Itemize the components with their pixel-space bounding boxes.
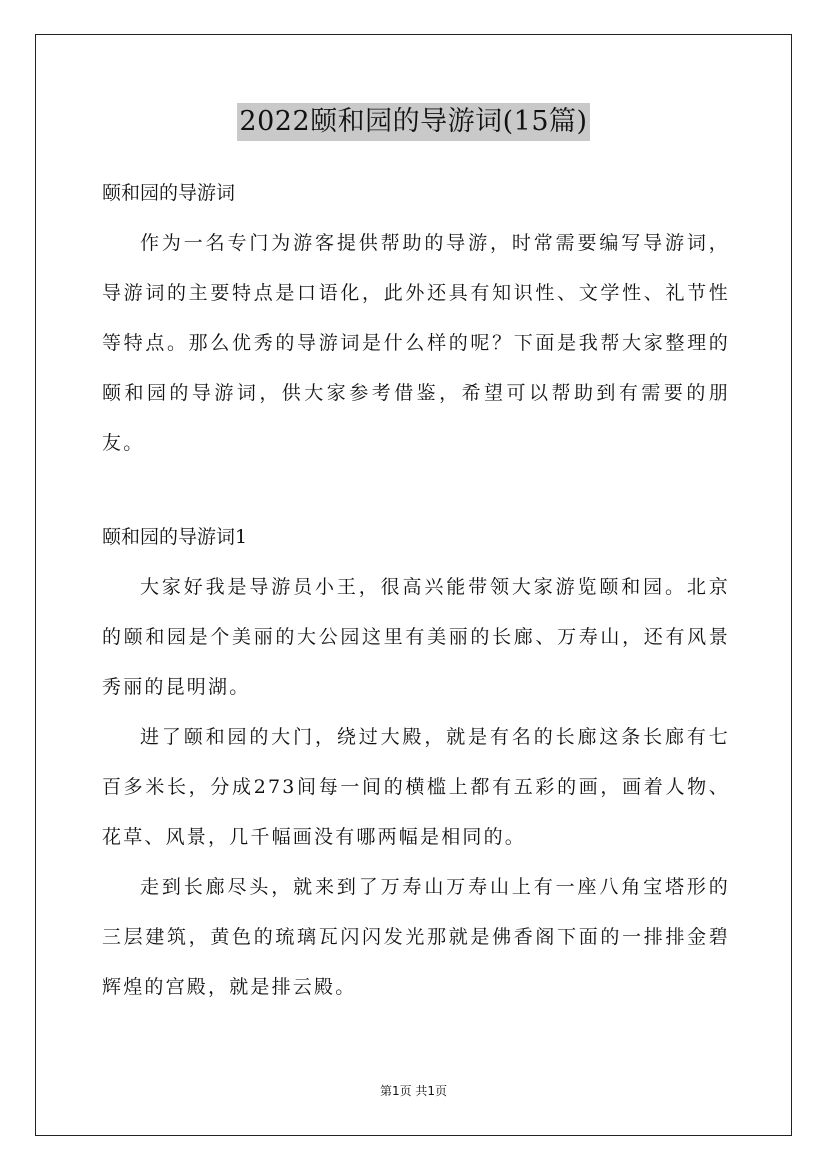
intro-paragraph: 作为一名专门为游客提供帮助的导游，时常需要编写导游词，导游词的主要特点是口语化，此外还具有知识性、文学性、礼节性等特点。那么优秀的导游词是什么样的呢？下面是我帮大家整理的颐和园的导游词，供大家参考借鉴，希望可以帮助到有需要的朋友。	[102, 232, 730, 454]
title-container	[0, 103, 827, 141]
section-spacer	[102, 468, 730, 512]
page-number-footer: 第1页 共1页	[379, 1084, 448, 1098]
intro-heading: 颐和园的导游词	[102, 182, 236, 204]
document-body	[102, 168, 730, 1012]
body-paragraph-2: 进了颐和园的大门，绕过大殿，就是有名的长廊这条长廊有七百多米长，分成273间每一间的横槛上都有五彩的画，画着人物、花草、风景，几千幅画没有哪两幅是相同的。	[102, 726, 730, 848]
document-title: 2022颐和园的导游词(15篇)	[237, 103, 589, 141]
section-heading: 颐和园的导游词1	[102, 526, 248, 548]
body-paragraph-1: 大家好我是导游员小王，很高兴能带领大家游览颐和园。北京的颐和园是个美丽的大公园这里有美丽的长廊、万寿山，还有风景秀丽的昆明湖。	[102, 576, 730, 698]
body-paragraph-3: 走到长廊尽头，就来到了万寿山万寿山上有一座八角宝塔形的三层建筑，黄色的琉璃瓦闪闪发光那就是佛香阁下面的一排排金碧辉煌的宫殿，就是排云殿。	[102, 876, 730, 998]
